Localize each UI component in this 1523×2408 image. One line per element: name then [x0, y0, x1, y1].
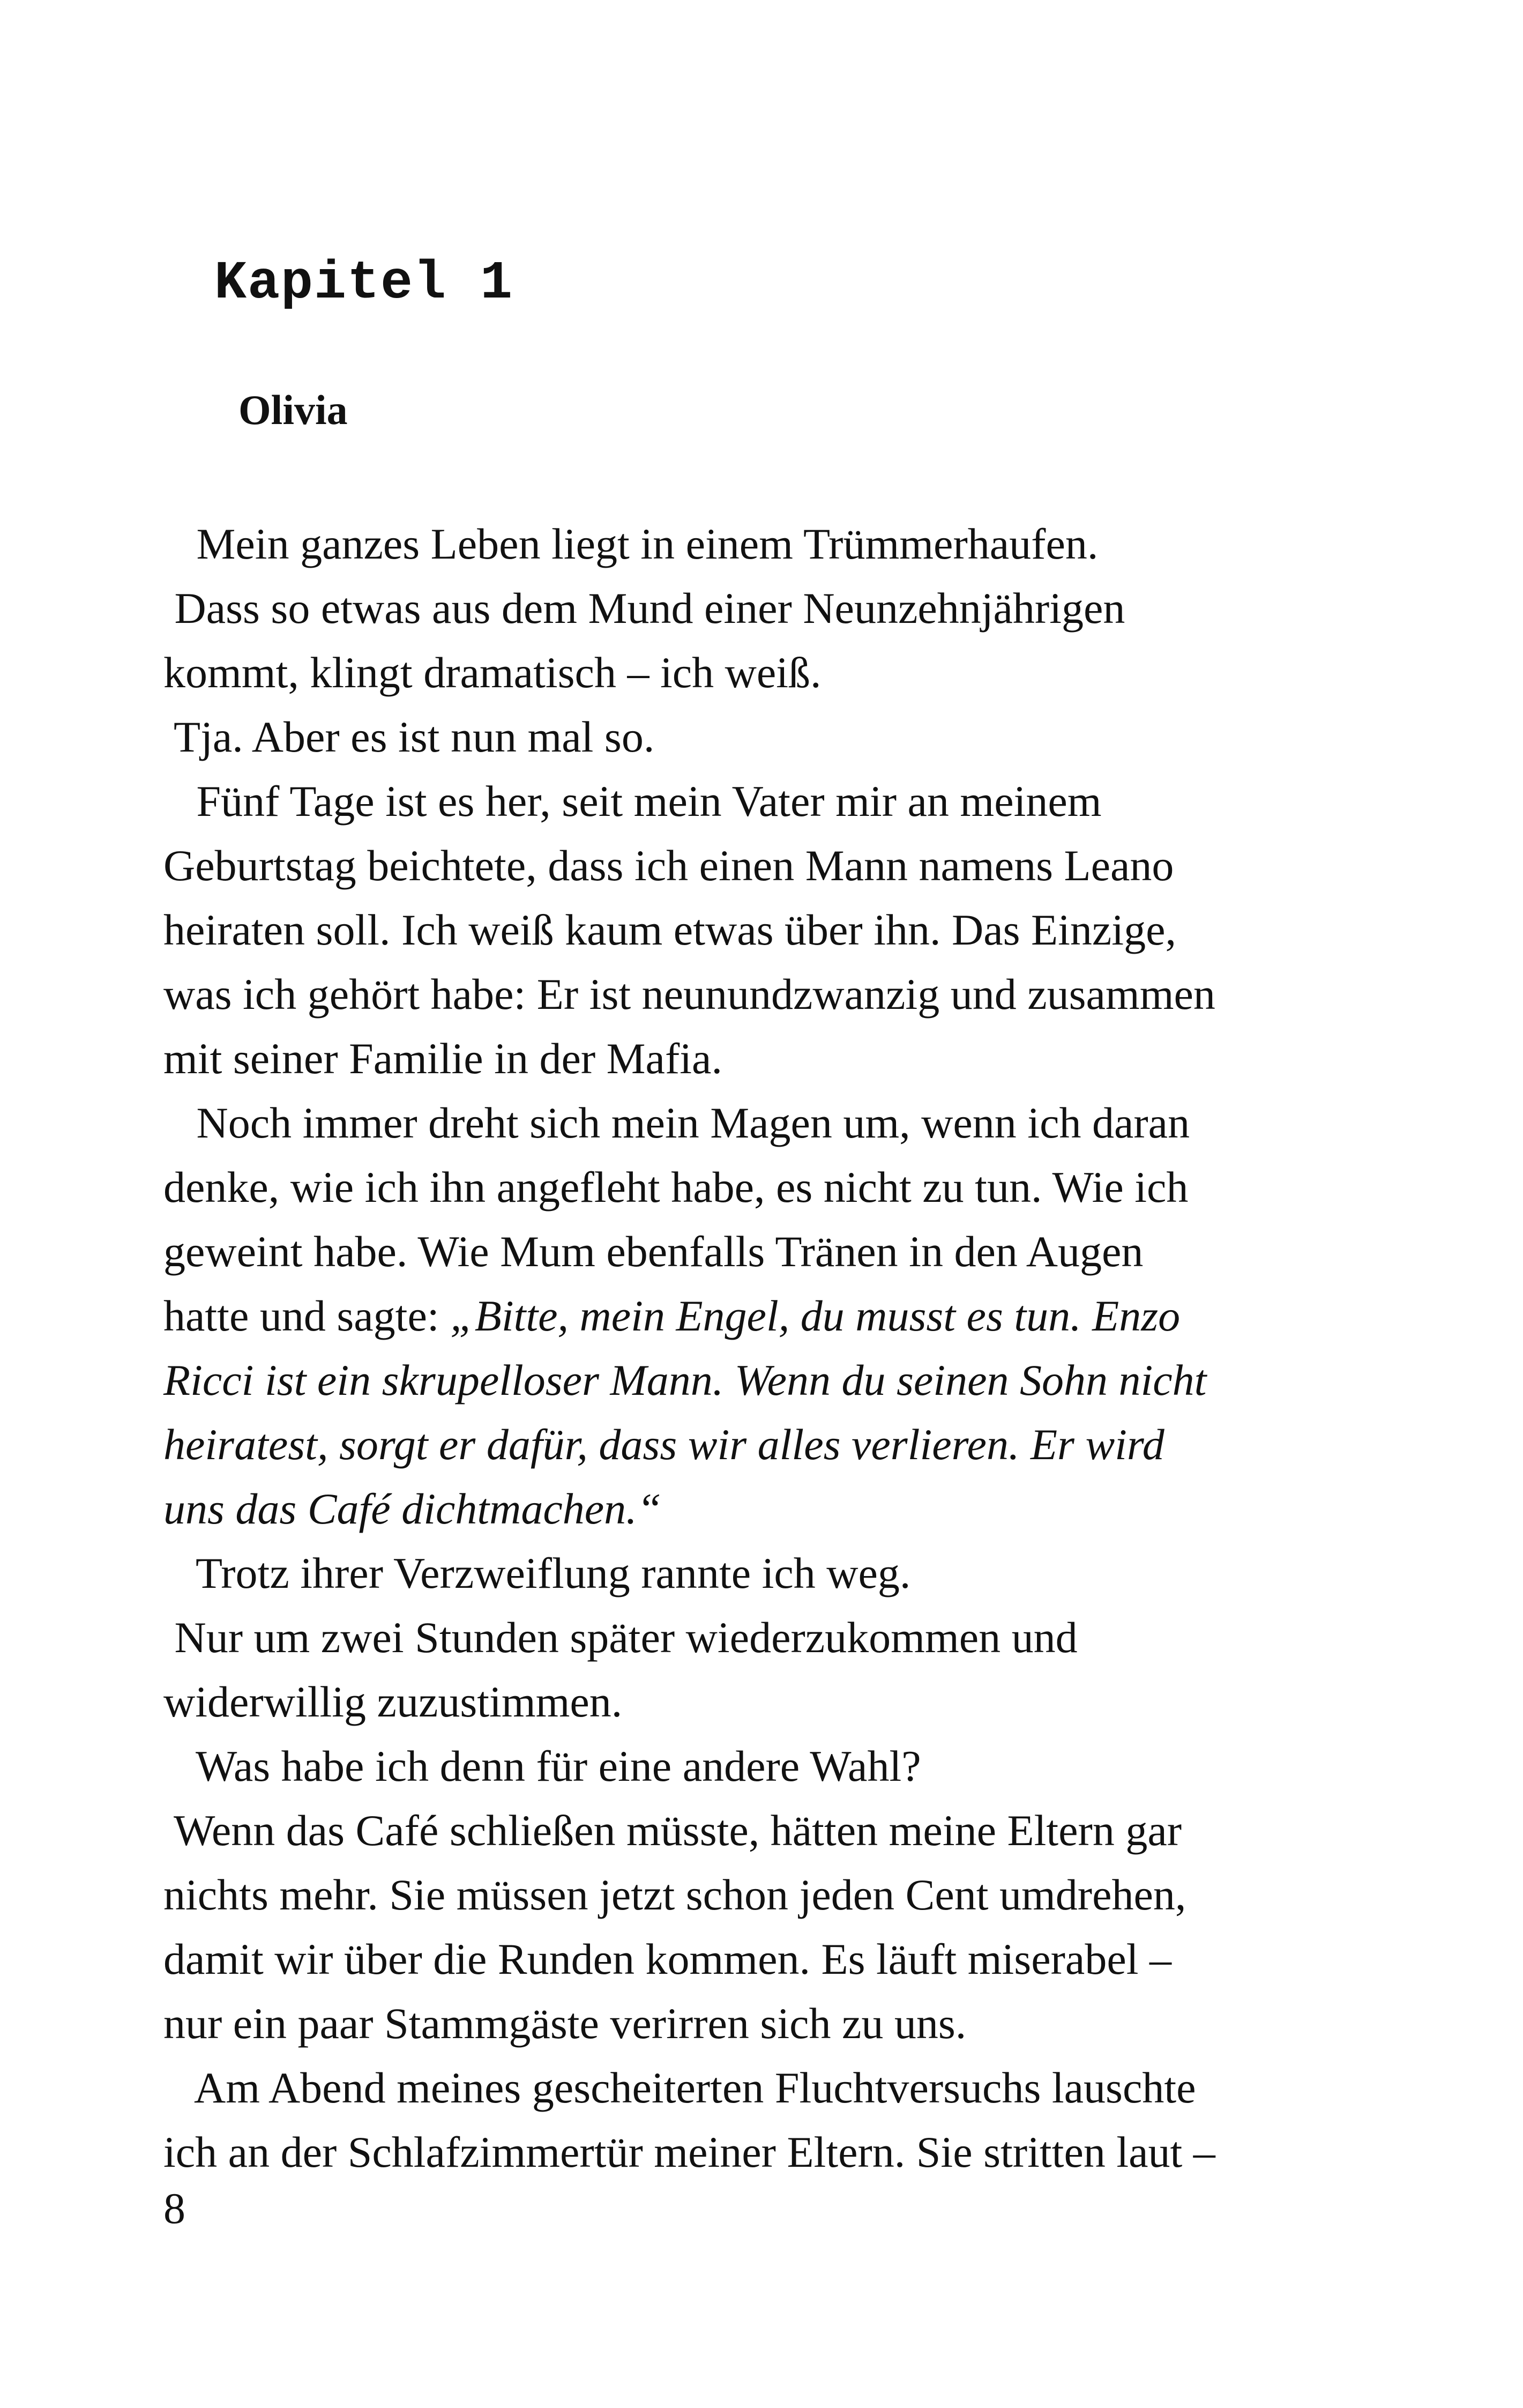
chapter-body: [163, 512, 1369, 2184]
line-text: heiraten soll. Ich weiß kaum etwas über ihn. Das Einzige,: [163, 905, 1176, 954]
text-line: [163, 1798, 1369, 1863]
line-italic-text: heiratest, sorgt er dafür, dass wir alles verlieren. Er wird: [163, 1420, 1164, 1469]
line-text: geweint habe. Wie Mum ebenfalls Tränen in den Augen: [163, 1227, 1144, 1276]
line-text: Dass so etwas aus dem Mund einer Neunzehnjährigen: [163, 584, 1125, 633]
text-line: [163, 1027, 1369, 1091]
line-text: Was habe ich denn für eine andere Wahl?: [163, 1742, 921, 1790]
text-line: [163, 1991, 1369, 2056]
line-text: ich an der Schlafzimmertür meiner Eltern. Sie stritten laut –: [163, 2128, 1215, 2176]
text-line: [163, 1284, 1369, 1348]
text-line: [163, 1155, 1369, 1220]
text-line: [163, 1927, 1369, 1991]
chapter-title: Kapitel 1: [214, 254, 514, 314]
line-text: Trotz ihrer Verzweiflung rannte ich weg.: [163, 1549, 911, 1597]
pov-heading: Olivia: [238, 387, 348, 433]
line-text: hatte und sagte:: [163, 1291, 451, 1340]
text-line: [163, 576, 1369, 641]
line-text: Geburtstag beichtete, dass ich einen Mann namens Leano: [163, 841, 1174, 890]
line-italic-text: uns das Café dichtmachen.“: [163, 1484, 662, 1533]
text-line: [163, 1413, 1369, 1477]
text-line: [163, 962, 1369, 1027]
text-line: [163, 1863, 1369, 1927]
text-line: [163, 705, 1369, 769]
line-text: Noch immer dreht sich mein Magen um, wenn ich daran: [163, 1098, 1190, 1147]
line-text: Mein ganzes Leben liegt in einem Trümmerhaufen.: [163, 519, 1099, 568]
text-line: [163, 834, 1369, 898]
line-text: was ich gehört habe: Er ist neunundzwanzig und zusammen: [163, 970, 1215, 1019]
text-line: [163, 1091, 1369, 1155]
page-number: 8: [163, 2184, 185, 2233]
line-text: widerwillig zuzustimmen.: [163, 1677, 623, 1726]
line-text: denke, wie ich ihn angefleht habe, es nicht zu tun. Wie ich: [163, 1163, 1189, 1212]
line-text: kommt, klingt dramatisch – ich weiß.: [163, 648, 822, 697]
text-line: [163, 1734, 1369, 1798]
text-line: [163, 641, 1369, 705]
text-line: [163, 898, 1369, 962]
text-line: [163, 1477, 1369, 1541]
line-text: damit wir über die Runden kommen. Es läuft miserabel –: [163, 1935, 1171, 1983]
line-text: Am Abend meines gescheiterten Fluchtversuchs lauschte: [163, 2063, 1196, 2112]
line-text: Nur um zwei Stunden später wiederzukommen und: [163, 1613, 1078, 1662]
line-text: Fünf Tage ist es her, seit mein Vater mir an meinem: [163, 777, 1102, 826]
line-text: nur ein paar Stammgäste verirren sich zu uns.: [163, 1999, 967, 2048]
text-line: [163, 1670, 1369, 1734]
line-text: Wenn das Café schließen müsste, hätten meine Eltern gar: [163, 1806, 1182, 1855]
text-line: [163, 1606, 1369, 1670]
text-line: [163, 512, 1369, 576]
line-italic-text: „Bitte, mein Engel, du musst es tun. Enzo: [450, 1291, 1181, 1340]
text-line: [163, 1348, 1369, 1413]
text-line: [163, 2120, 1369, 2184]
line-text: mit seiner Familie in der Mafia.: [163, 1034, 722, 1083]
text-line: [163, 769, 1369, 834]
line-text: nichts mehr. Sie müssen jetzt schon jeden Cent umdrehen,: [163, 1870, 1186, 1919]
line-text: Tja. Aber es ist nun mal so.: [163, 712, 655, 761]
text-line: [163, 1220, 1369, 1284]
text-line: [163, 2056, 1369, 2120]
text-line: [163, 1541, 1369, 1606]
line-italic-text: Ricci ist ein skrupelloser Mann. Wenn du seinen Sohn nicht: [163, 1356, 1207, 1404]
